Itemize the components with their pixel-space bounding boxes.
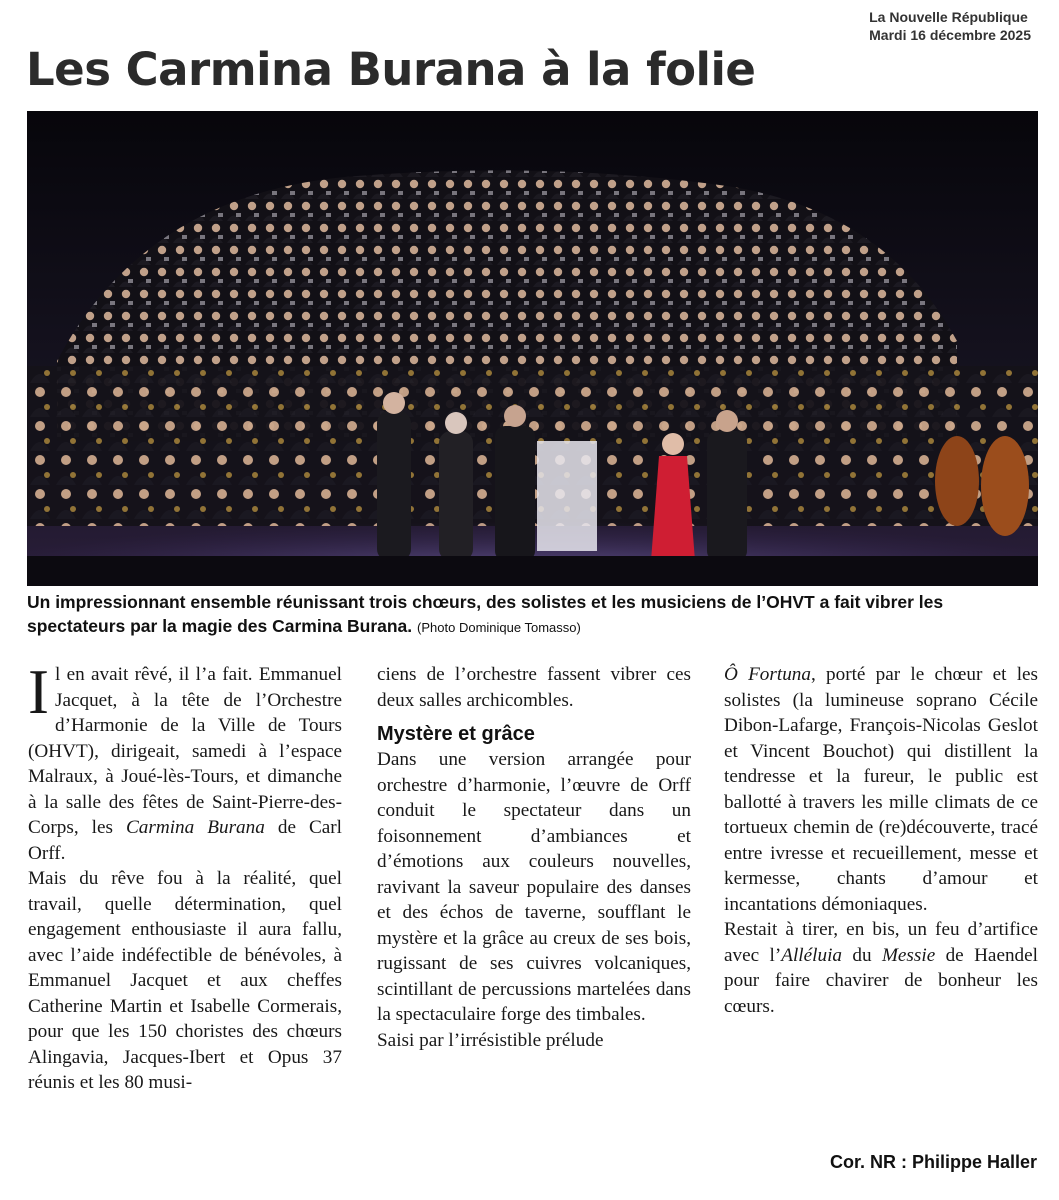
drop-cap: I bbox=[28, 657, 49, 727]
caption-text: Un impressionnant ensemble réunissant trois chœurs, des solistes et les musiciens de l’OHVT a fait vibrer les spectateurs par la magie des Carmina Burana. bbox=[27, 592, 944, 636]
page-title: Les Carmina Burana à la folie bbox=[26, 43, 756, 96]
article-text: , porté par le chœur et les solistes (la lumineuse soprano Cécile Dibon-Lafarge, François-Nicolas Geslot et Vincent Bouchot) qui distillent la tendresse et la fureur, le public est ballotté à travers les mille climats de ce tortueux chemin de (re)découverte, tracé entre ivresse et recueillement, messe et kermesse, chants d’amour et incantations démoniaques. bbox=[724, 664, 1039, 915]
section-subhead: Mystère et grâce bbox=[377, 723, 535, 745]
work-title: Messie bbox=[881, 944, 936, 966]
work-title: Ô Fortuna bbox=[724, 664, 811, 685]
concert-photo bbox=[27, 111, 1038, 586]
masthead bbox=[869, 8, 1031, 44]
publication-name: La Nouvelle République bbox=[869, 9, 1028, 25]
article-paragraph bbox=[724, 662, 1038, 917]
work-title: Carmina Burana bbox=[126, 817, 265, 838]
article-column-3 bbox=[724, 662, 1038, 1019]
publication-date: Mardi 16 décembre 2025 bbox=[869, 27, 1031, 43]
article-text: l en avait rêvé, il l’a fait. Emmanuel Jacquet, à la tête de l’Orchestre d’Harmonie de la Ville de Tours (OHVT), dirigeait, samedi à l’espace Malraux, à Joué-lès-Tours, et dimanche à la salle des fêtes de Saint-Pierre-des-Corps, les bbox=[28, 664, 342, 838]
byline: Cor. NR : Philippe Haller bbox=[829, 1152, 1037, 1172]
article-text: du bbox=[842, 944, 882, 966]
article-paragraph bbox=[724, 917, 1038, 1019]
photo-caption bbox=[27, 590, 1037, 640]
concert-photo-illustration bbox=[27, 111, 1038, 586]
article-paragraph bbox=[28, 657, 343, 866]
article-paragraph: Saisi par l’irrésistible prélude bbox=[377, 1029, 604, 1051]
article-paragraph: ciens de l’orchestre fassent vibrer ces deux salles archicombles. bbox=[377, 664, 691, 711]
article-text: de Carl Orff. bbox=[28, 817, 343, 864]
work-title: Alléluia bbox=[781, 944, 842, 966]
article-text: de Haendel pour faire chavirer de bonheur les cœurs. bbox=[724, 944, 1038, 1017]
article-text: Restait à tirer, en bis, un feu d’artifice avec l’ bbox=[724, 919, 1038, 966]
article-column-1 bbox=[28, 657, 343, 1096]
article-paragraph: Mais du rêve fou à la réalité, quel travail, quelle détermination, quel engagement enthousiaste il aura fallu, avec l’aide indéfectible de bénévoles, à Emmanuel Jacquet et aux cheffes Catherine Martin et Isabelle Cormerais, pour que les 150 choristes des chœurs Alingavia, Jacques-Ibert et Opus 37 réunis et les 80 musi- bbox=[28, 868, 342, 1093]
article-paragraph: Dans une version arrangée pour orchestre d’harmonie, l’œuvre de Orff conduit le spectateur dans un foisonnement d’ambiances et d’émotions aux couleurs nouvelles, ravivant la saveur populaire des danses et des échos de taverne, soufflant le mystère et la grâce au creux de ses bois, rugissant de ses cuivres volcaniques, scintillant de percussions martelées dans la spectaculaire forge des timbales. bbox=[377, 749, 691, 1025]
photo-credit: (Photo Dominique Tomasso) bbox=[417, 620, 581, 635]
article-column-2 bbox=[377, 662, 691, 1053]
